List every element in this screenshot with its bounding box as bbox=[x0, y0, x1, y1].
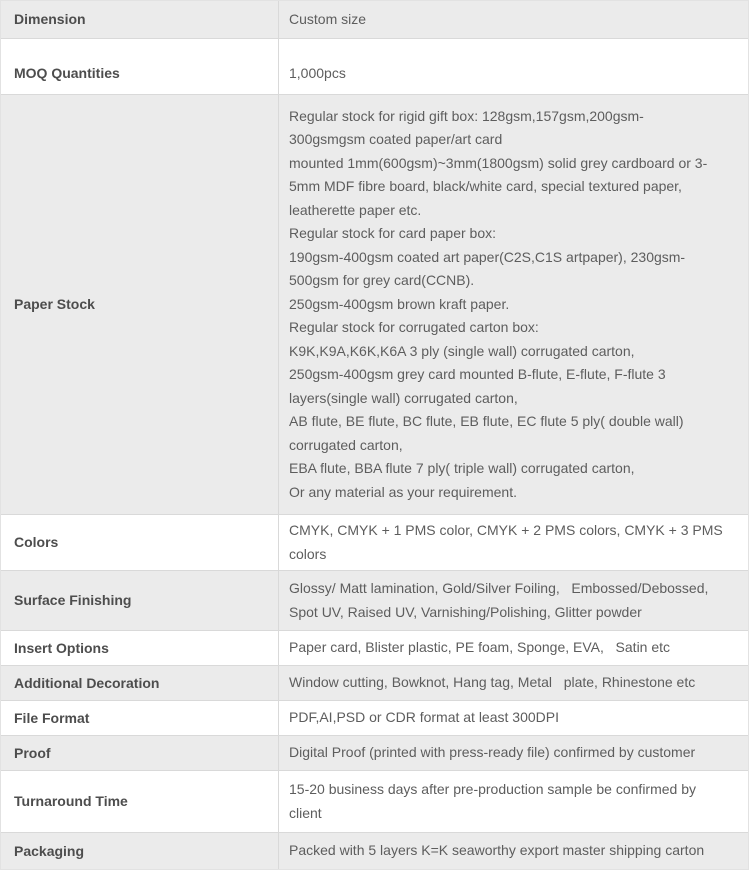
spec-label: Turnaround Time bbox=[14, 793, 128, 809]
spec-value-cell bbox=[279, 39, 748, 94]
spec-label: Additional Decoration bbox=[14, 674, 160, 691]
spec-label-cell bbox=[1, 666, 279, 700]
spec-label: Packaging bbox=[14, 842, 85, 859]
table-row bbox=[1, 665, 748, 700]
spec-value: Packed with 5 layers K=K seaworthy export master shipping carton bbox=[289, 842, 705, 859]
spec-label: File Format bbox=[14, 709, 90, 726]
spec-value-cell bbox=[279, 571, 748, 630]
spec-value-cell bbox=[279, 833, 748, 869]
spec-value: Paper card, Blister plastic, PE foam, Sponge, EVA, Satin etc bbox=[289, 639, 671, 656]
spec-value-cell bbox=[279, 666, 748, 700]
spec-value: Regular stock for rigid gift box: 128gsm,157gsm,200gsm- 300gsmgsm coated paper/art card mounted 1mm(600gsm)~3mm(1800gsm) solid grey cardboard or 3- 5mm MDF fibre board, black/white card, special textured paper, leatherette paper etc. Regular stock for card paper box: 190gsm-400gsm coated art paper(C2S,C1S artpaper), 230gsm- 500gsm for grey card(CCNB). 250gsm-400gsm brown kraft paper. Regular stock for corrugated carton box: K9K,K9A,K6K,K6A 3 ply (single wall) corrugated carton, 250gsm-400gsm grey card mounted B-flute, E-flute, F-flute 3 layers(single wall) corrugated carton, AB flute, BE flute, BC flute, EB flute, EC flute 5 ply( double wall) corrugated carton, EBA flute, BBA flute 7 ply( triple wall) corrugated carton, Or any material as your requirement. bbox=[289, 107, 708, 500]
spec-label: Paper Stock bbox=[14, 296, 95, 312]
table-row bbox=[1, 630, 748, 665]
table-row bbox=[1, 38, 748, 94]
spec-value: Glossy/ Matt lamination, Gold/Silver Foiling, Embossed/Debossed, Spot UV, Raised UV, Varnishing/Polishing, Glitter powder bbox=[289, 580, 709, 620]
spec-value-cell bbox=[279, 736, 748, 770]
spec-label: Surface Finishing bbox=[14, 592, 132, 608]
spec-value: CMYK, CMYK + 1 PMS color, CMYK + 2 PMS colors, CMYK + 3 PMS colors bbox=[289, 522, 723, 562]
spec-label-cell bbox=[1, 515, 279, 570]
table-row bbox=[1, 570, 748, 630]
table-row bbox=[1, 94, 748, 514]
spec-value: 15-20 business days after pre-production sample be confirmed by client bbox=[289, 781, 696, 821]
spec-label-cell bbox=[1, 571, 279, 630]
spec-value-cell bbox=[279, 1, 748, 38]
spec-value-cell bbox=[279, 631, 748, 665]
spec-value-cell bbox=[279, 701, 748, 735]
spec-value: Window cutting, Bowknot, Hang tag, Metal plate, Rhinestone etc bbox=[289, 674, 696, 691]
spec-label-cell bbox=[1, 39, 279, 94]
spec-label-cell bbox=[1, 95, 279, 514]
spec-value-cell bbox=[279, 95, 748, 514]
table-row bbox=[1, 700, 748, 735]
spec-label: Dimension bbox=[14, 11, 86, 27]
table-row bbox=[1, 735, 748, 770]
spec-label-cell bbox=[1, 1, 279, 38]
table-row bbox=[1, 1, 748, 38]
spec-label-cell bbox=[1, 771, 279, 832]
spec-label: Colors bbox=[14, 534, 59, 550]
spec-label-cell bbox=[1, 631, 279, 665]
spec-value-cell bbox=[279, 771, 748, 832]
spec-label: Insert Options bbox=[14, 639, 109, 656]
spec-value-cell bbox=[279, 515, 748, 570]
spec-label: MOQ Quantities bbox=[14, 65, 120, 81]
spec-label: Proof bbox=[14, 744, 51, 761]
spec-value: 1,000pcs bbox=[289, 64, 346, 81]
spec-label-cell bbox=[1, 736, 279, 770]
spec-label-cell bbox=[1, 833, 279, 869]
spec-value: Digital Proof (printed with press-ready file) confirmed by customer bbox=[289, 744, 696, 761]
spec-label-cell bbox=[1, 701, 279, 735]
table-row bbox=[1, 832, 748, 869]
spec-value: PDF,AI,PSD or CDR format at least 300DPI bbox=[289, 709, 559, 726]
table-row bbox=[1, 514, 748, 570]
table-row bbox=[1, 770, 748, 832]
spec-value: Custom size bbox=[289, 10, 367, 27]
